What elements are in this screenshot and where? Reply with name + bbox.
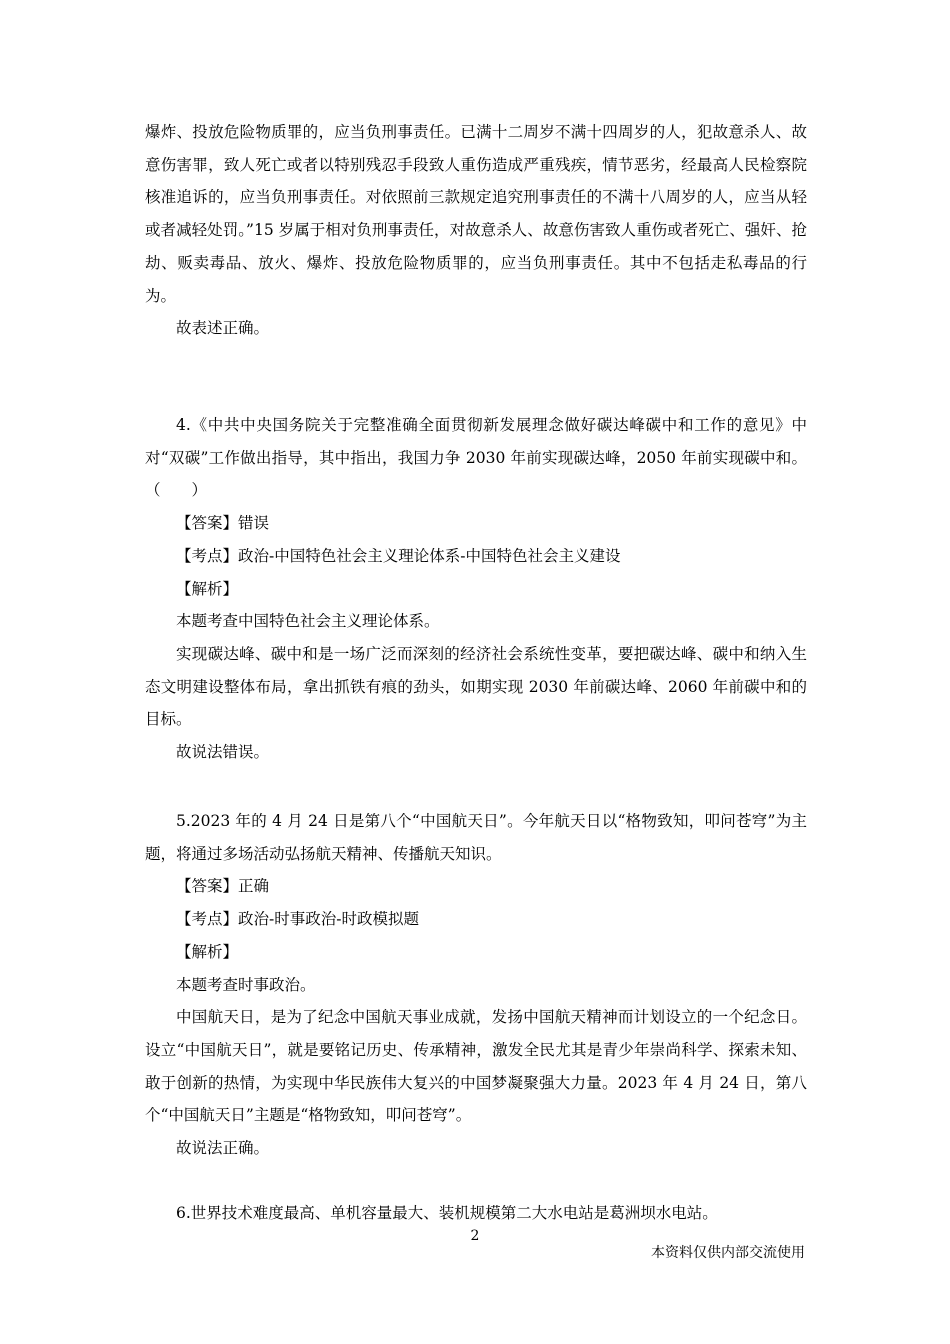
page-number: 2 bbox=[470, 1228, 480, 1244]
question-4-topic: 【考点】政治-中国特色社会主义理论体系-中国特色社会主义建设 bbox=[176, 546, 621, 565]
question-5 bbox=[145, 805, 807, 1165]
previous-question-conclusion: 故表述正确。 bbox=[176, 319, 270, 338]
question-4-analysis-body: 实现碳达峰、碳中和是一场广泛而深刻的经济社会系统性变革，要把碳达峰、碳中和纳入生态文明建设整体布局，拿出抓铁有痕的劲头，如期实现 2030 年前碳达峰、2060 年前碳中和的目标。 bbox=[145, 644, 807, 729]
question-5-stem: 5.2023 年的 4 月 24 日是第八个“中国航天日”。今年航天日以“格物致知，叩问苍穹”为主题，将通过多场活动弘扬航天精神、传播航天知识。 bbox=[145, 812, 807, 863]
footer-note: 本资料仅供内部交流使用 bbox=[651, 1245, 805, 1261]
question-5-analysis-label: 【解析】 bbox=[176, 942, 239, 961]
previous-question-text: 爆炸、投放危险物质罪的，应当负刑事责任。已满十二周岁不满十四周岁的人，犯故意杀人、故意伤害罪，致人死亡或者以特别残忍手段致人重伤造成严重残疾，情节恶劣，经最高人民检察院核准追诉的，应当负刑事责任。对依照前三款规定追究刑事责任的不满十八周岁的人，应当从轻或者减轻处罚。”15 岁属于相对负刑事责任，对故意杀人、故意伤害致人重伤或者死亡、强奸、抢劫、贩卖毒品、放火、爆炸、投放危险物质罪的，应当负刑事责任。其中不包括走私毒品的行为。 bbox=[145, 123, 807, 305]
question-5-answer: 【答案】正确 bbox=[176, 877, 270, 896]
question-4-conclusion: 故说法错误。 bbox=[176, 743, 270, 762]
question-5-conclusion: 故说法正确。 bbox=[176, 1139, 270, 1158]
question-5-analysis-body: 中国航天日，是为了纪念中国航天事业成就，发扬中国航天精神而计划设立的一个纪念日。设立“中国航天日”，就是要铭记历史、传承精神，激发全民尤其是青少年崇尚科学、探索未知、敢于创新的热情，为实现中华民族伟大复兴的中国梦凝聚强大力量。2023 年 4 月 24 日，第八个“中国航天日”主题是“格物致知，叩问苍穹”。 bbox=[145, 1008, 807, 1125]
question-4-stem: 4.《中共中央国务院关于完整准确全面贯彻新发展理念做好碳达峰碳中和工作的意见》中对“双碳”工作做出指导，其中指出，我国力争 2030 年前实现碳达峰，2050 年前实现碳中和。（ ） bbox=[145, 416, 807, 500]
question-4-analysis-label: 【解析】 bbox=[176, 579, 239, 598]
previous-question-continuation bbox=[145, 116, 807, 345]
question-4-answer: 【答案】错误 bbox=[176, 514, 270, 533]
question-6-stem: 6.世界技术难度最高、单机容量最大、装机规模第二大水电站是葛洲坝水电站。 bbox=[176, 1204, 718, 1222]
question-4 bbox=[145, 409, 807, 769]
question-5-topic: 【考点】政治-时事政治-时政模拟题 bbox=[176, 910, 419, 929]
question-6 bbox=[145, 1197, 807, 1230]
question-4-analysis-intro: 本题考查中国特色社会主义理论体系。 bbox=[176, 612, 440, 631]
question-5-analysis-intro: 本题考查时事政治。 bbox=[176, 975, 316, 994]
